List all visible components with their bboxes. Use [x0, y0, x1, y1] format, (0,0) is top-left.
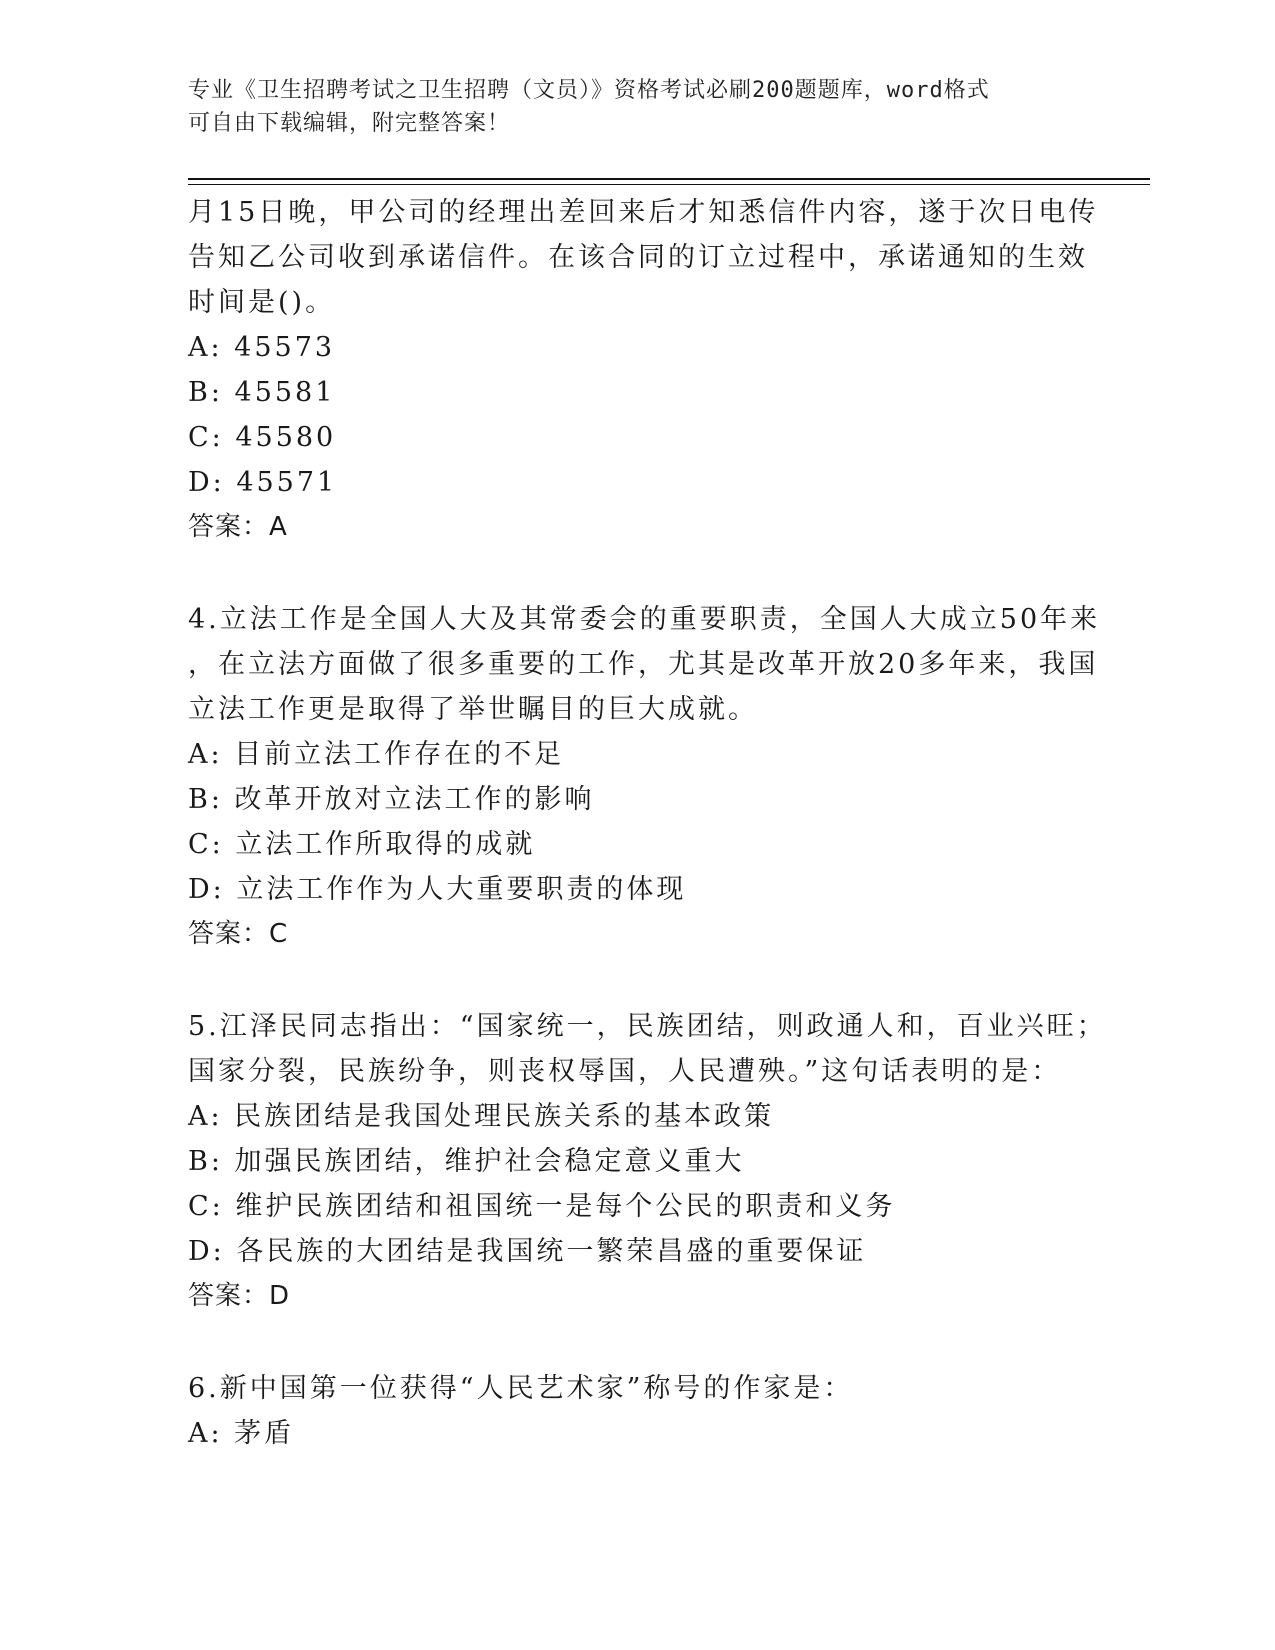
header-line-2: 可自由下载编辑，附完整答案！ — [188, 111, 511, 136]
question-spacer — [188, 550, 1068, 597]
header-line-1: 专业《卫生招聘考试之卫生招聘（文员）》资格考试必刷200题题库，word格式 — [188, 78, 990, 103]
question-text-line: ，在立法方面做了很多重要的工作，尤其是改革开放20多年来，我国 — [188, 649, 1099, 680]
option-c: C: 立法工作所取得的成就 — [188, 829, 536, 860]
question-spacer — [188, 1319, 1068, 1366]
option-a: A: 目前立法工作存在的不足 — [188, 739, 565, 770]
option-d: D: 立法工作作为人大重要职责的体现 — [188, 874, 687, 905]
header-divider-thin — [188, 184, 1150, 185]
question-4 — [188, 597, 1101, 957]
option-d: D: 各民族的大团结是我国统一繁荣昌盛的重要保证 — [188, 1236, 867, 1267]
question-text-line: 国家分裂，民族纷争，则丧权辱国，人民遭殃。”这句话表明的是： — [188, 1056, 1062, 1087]
answer-line: 答案：A — [188, 512, 288, 542]
option-b: B: 45581 — [188, 377, 336, 408]
question-3 — [188, 190, 1099, 550]
answer-line: 答案：D — [188, 1281, 291, 1311]
option-a: A: 45573 — [188, 332, 336, 363]
option-d: D: 45571 — [188, 467, 338, 498]
question-text-line: 告知乙公司收到承诺信件。在该合同的订立过程中，承诺通知的生效 — [188, 242, 1088, 273]
question-list — [188, 190, 1107, 1456]
document-header — [188, 74, 1088, 140]
header-divider-thick — [188, 178, 1150, 180]
question-text-line: 5.江泽民同志指出：“国家统一，民族团结，则政通人和，百业兴旺； — [188, 1011, 1107, 1042]
question-6 — [188, 1366, 1068, 1456]
option-c: C: 维护民族团结和祖国统一是每个公民的职责和义务 — [188, 1191, 896, 1222]
option-c: C: 45580 — [188, 422, 337, 453]
question-5 — [188, 1004, 1107, 1319]
option-b: B: 改革开放对立法工作的影响 — [188, 784, 595, 815]
question-text-line: 6.新中国第一位获得“人民艺术家”称号的作家是： — [188, 1373, 854, 1404]
answer-line: 答案：C — [188, 919, 289, 949]
question-text-line: 立法工作更是取得了举世瞩目的巨大成就。 — [188, 694, 758, 725]
question-text-line: 时间是()。 — [188, 287, 336, 318]
option-a: A: 茅盾 — [188, 1418, 295, 1449]
option-a: A: 民族团结是我国处理民族关系的基本政策 — [188, 1101, 775, 1132]
question-spacer — [188, 957, 1068, 1004]
question-text-line: 月15日晚，甲公司的经理出差回来后才知悉信件内容，遂于次日电传 — [188, 197, 1099, 228]
question-text-line: 4.立法工作是全国人大及其常委会的重要职责，全国人大成立50年来 — [188, 604, 1101, 635]
option-b: B: 加强民族团结，维护社会稳定意义重大 — [188, 1146, 745, 1177]
